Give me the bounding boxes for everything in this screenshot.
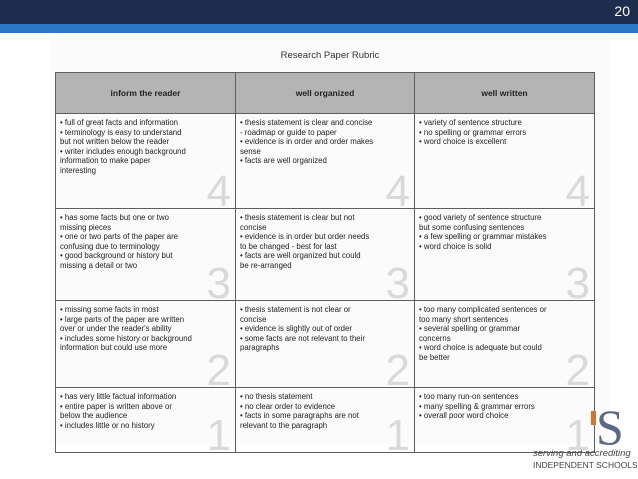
logo-mark: S bbox=[596, 399, 624, 455]
criteria-line: to be changed - best for last bbox=[240, 241, 337, 251]
criteria-line: paragraphs bbox=[240, 343, 280, 353]
criteria-line: • evidence is in order but order needs bbox=[240, 232, 370, 242]
criteria-line: • word choice is excellent bbox=[419, 137, 507, 147]
criteria-line: relevant to the paragraph bbox=[240, 420, 328, 430]
rubric-cell-inform bbox=[56, 301, 236, 388]
rubric-table bbox=[55, 72, 595, 453]
rubric-cell-inform bbox=[56, 209, 236, 301]
cell-text bbox=[419, 305, 591, 363]
header-row bbox=[56, 73, 595, 114]
criteria-line: missing pieces bbox=[60, 222, 112, 232]
criteria-line: • thesis statement is clear and concise bbox=[240, 118, 373, 127]
criteria-line: - roadmap or guide to paper bbox=[240, 127, 337, 137]
header-written: well written bbox=[415, 73, 595, 114]
criteria-line: • good background or history but bbox=[60, 251, 173, 261]
criteria-line: • evidence is slightly out of order bbox=[240, 324, 352, 334]
criteria-line: • several spelling or grammar bbox=[419, 324, 521, 334]
score-watermark: 1 bbox=[385, 411, 410, 453]
cell-text bbox=[60, 392, 232, 430]
criteria-line: interesting bbox=[60, 165, 96, 175]
header-stripe bbox=[0, 24, 638, 33]
score-watermark: 4 bbox=[206, 167, 231, 209]
criteria-line: • missing some facts in most bbox=[60, 305, 159, 314]
criteria-line: • large parts of the paper are written bbox=[60, 314, 185, 324]
rubric-row bbox=[56, 114, 595, 209]
cell-text bbox=[419, 118, 591, 147]
rubric-cell-organized bbox=[236, 114, 415, 209]
criteria-line: below the audience bbox=[60, 411, 128, 421]
criteria-line: but not written below the reader bbox=[60, 137, 170, 147]
criteria-line: over or under the reader's ability bbox=[60, 324, 172, 334]
score-watermark: 1 bbox=[565, 411, 590, 453]
criteria-line: • evidence is in order and order makes bbox=[240, 137, 374, 147]
rubric-cell-written bbox=[415, 114, 595, 209]
criteria-line: • many spelling & grammar errors bbox=[419, 401, 535, 411]
cell-text bbox=[419, 392, 591, 421]
criteria-line: • no thesis statement bbox=[240, 392, 313, 401]
criteria-line: • entire paper is written above or bbox=[60, 401, 172, 411]
criteria-line: • too many complicated sentences or bbox=[419, 305, 547, 314]
header-inform: inform the reader bbox=[56, 73, 236, 114]
cell-text bbox=[419, 213, 591, 251]
criteria-line: • thesis statement is not clear or bbox=[240, 305, 351, 314]
criteria-line: • variety of sentence structure bbox=[419, 118, 522, 127]
score-watermark: 3 bbox=[565, 259, 590, 301]
cell-text bbox=[60, 305, 232, 353]
criteria-line: • some facts are not relevant to their bbox=[240, 333, 365, 343]
criteria-line: • too many run-on sentences bbox=[419, 392, 519, 401]
criteria-line: missing a detail or two bbox=[60, 260, 138, 270]
rubric-cell-organized bbox=[236, 388, 415, 453]
criteria-line: concerns bbox=[419, 333, 451, 343]
criteria-line: • word choice is adequate but could bbox=[419, 343, 542, 353]
score-watermark: 4 bbox=[565, 167, 590, 209]
criteria-line: be re-arranged bbox=[240, 260, 292, 270]
rubric-cell-written bbox=[415, 301, 595, 388]
header-organized: well organized bbox=[236, 73, 415, 114]
criteria-line: too many short sentences bbox=[419, 314, 509, 324]
rubric-cell-organized bbox=[236, 301, 415, 388]
logo-org: INDEPENDENT SCHOOLS bbox=[533, 460, 638, 470]
criteria-line: • terminology is easy to understand bbox=[60, 127, 182, 137]
criteria-line: • writer includes enough background bbox=[60, 146, 186, 156]
criteria-line: concise bbox=[240, 222, 267, 232]
cell-text bbox=[240, 118, 411, 166]
cell-text bbox=[60, 118, 232, 176]
criteria-line: • overall poor word choice bbox=[419, 411, 509, 421]
logo-tagline: serving and accrediting bbox=[533, 448, 631, 459]
criteria-line: information but could use more bbox=[60, 343, 168, 353]
score-watermark: 3 bbox=[385, 259, 410, 301]
criteria-line: • facts are well organized bbox=[240, 156, 327, 166]
slide-header-bar bbox=[0, 0, 638, 24]
criteria-line: sense bbox=[240, 146, 261, 156]
criteria-line: • thesis statement is clear but not bbox=[240, 213, 355, 222]
rubric-cell-inform bbox=[56, 388, 236, 453]
score-watermark: 4 bbox=[385, 167, 410, 209]
score-watermark: 1 bbox=[206, 411, 231, 453]
rubric-cell-inform bbox=[56, 114, 236, 209]
criteria-line: • includes some history or background bbox=[60, 333, 192, 343]
criteria-line: confusing due to terminology bbox=[60, 241, 160, 251]
criteria-line: • has some facts but one or two bbox=[60, 213, 169, 222]
rubric-cell-written bbox=[415, 388, 595, 453]
criteria-line: but some confusing sentences bbox=[419, 222, 525, 232]
slide-number: 20 bbox=[614, 3, 630, 19]
score-watermark: 2 bbox=[565, 346, 590, 388]
score-watermark: 2 bbox=[206, 346, 231, 388]
rubric-row bbox=[56, 209, 595, 301]
rubric-cell-organized bbox=[236, 209, 415, 301]
criteria-line: • no spelling or grammar errors bbox=[419, 127, 527, 137]
criteria-line: • one or two parts of the paper are bbox=[60, 232, 179, 242]
criteria-line: • has very little factual information bbox=[60, 392, 177, 401]
rubric-row bbox=[56, 301, 595, 388]
criteria-line: • full of great facts and information bbox=[60, 118, 179, 127]
cell-text bbox=[240, 305, 411, 353]
criteria-line: • no clear order to evidence bbox=[240, 401, 336, 411]
rubric-row bbox=[56, 388, 595, 453]
rubric-title: Research Paper Rubric bbox=[280, 50, 380, 61]
criteria-line: • facts in some paragraphs are not bbox=[240, 411, 359, 421]
cell-text bbox=[240, 392, 411, 430]
rubric-cell-written bbox=[415, 209, 595, 301]
rubric-document bbox=[50, 38, 610, 453]
score-watermark: 2 bbox=[385, 346, 410, 388]
criteria-line: • good variety of sentence structure bbox=[419, 213, 542, 222]
criteria-line: concise bbox=[240, 314, 267, 324]
criteria-line: • word choice is solid bbox=[419, 241, 492, 251]
cell-text bbox=[60, 213, 232, 271]
criteria-line: • includes little or no history bbox=[60, 420, 155, 430]
criteria-line: be better bbox=[419, 352, 450, 362]
cell-text bbox=[240, 213, 411, 271]
criteria-line: information to make paper bbox=[60, 156, 151, 166]
score-watermark: 3 bbox=[206, 259, 231, 301]
criteria-line: • facts are well organized but could bbox=[240, 251, 361, 261]
criteria-line: • a few spelling or grammar mistakes bbox=[419, 232, 547, 242]
